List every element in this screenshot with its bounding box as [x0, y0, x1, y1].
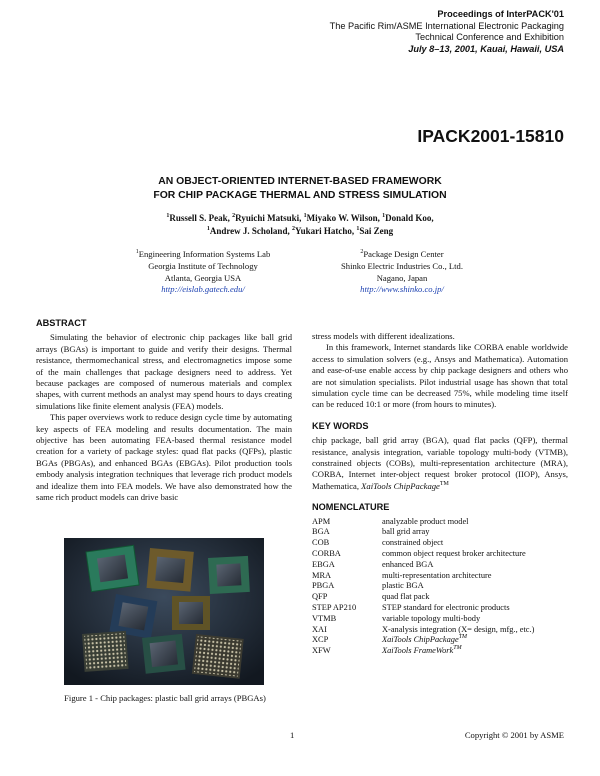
affiliation-url-link[interactable]: http://www.shinko.co.jp/	[360, 284, 444, 295]
author-name: Ryuichi Matsuki	[235, 213, 300, 223]
keywords-heading: KEY WORDS	[312, 420, 369, 431]
abstract-paragraph-2: This paper overviews work to reduce design cycle time by automating key aspects of FEA modeling and results documentation. The main objective has been automating FEA-based thermal resistance model creation for a variety of package styles: quad flat packs (QFPs), plastic BGAs (PBGAs), and enhanced BGAs (EBGAs). Pilot production tools embody analysis integration techniques that leverage rich product models and idealize them into FEA models. We have also demonstrated how the same rich product models can drive basic	[36, 412, 292, 503]
nomenclature-definition: multi-representation architecture	[382, 570, 492, 580]
conference-dates: July 8–13, 2001, Kauai, Hawaii, USA	[408, 43, 564, 54]
title-line-1: AN OBJECT-ORIENTED INTERNET-BASED FRAMEWORK	[158, 176, 442, 187]
author-mark: 1	[382, 213, 386, 219]
affiliation-location: Atlanta, Georgia USA	[164, 272, 242, 283]
affiliation-1	[98, 249, 308, 296]
page-number: 1	[290, 730, 295, 740]
proceedings-title: Proceedings of InterPACK'01	[437, 9, 564, 19]
author-name: Russell S. Peak	[169, 213, 228, 223]
chip-package-mid	[172, 596, 210, 630]
author-name: Andrew J. Scholand	[209, 226, 288, 236]
nomenclature-term: COB	[312, 538, 330, 548]
chip-package-lower	[142, 634, 186, 674]
affiliation-lab: Package Design Center	[363, 249, 444, 259]
nomenclature-term: EBGA	[312, 559, 335, 569]
right-column	[312, 331, 568, 657]
author-mark: 1	[166, 213, 170, 219]
chip-package-center	[147, 548, 194, 592]
nomenclature-table	[312, 517, 568, 657]
author-name: Yukari Hatcho	[294, 226, 352, 236]
nomenclature-term: XFW	[312, 646, 331, 656]
paper-id: IPACK2001-15810	[417, 126, 564, 146]
affiliation-mark: 1	[135, 249, 139, 256]
nomenclature-definition: variable topology multi-body	[382, 613, 481, 623]
nomenclature-row	[312, 646, 568, 657]
affiliation-lab: Engineering Information Systems Lab	[138, 249, 271, 259]
nomenclature-row	[312, 581, 568, 592]
nomenclature-row	[312, 592, 568, 603]
author-name: Sai Zeng	[359, 226, 394, 236]
author-mark: 1	[206, 226, 210, 232]
affiliation-org: Shinko Electric Industries Co., Ltd.	[341, 260, 463, 271]
nomenclature-row	[312, 614, 568, 625]
abstract-paragraph-2-continued: stress models with different idealizations.	[312, 331, 455, 341]
title-line-2: FOR CHIP PACKAGE THERMAL AND STRESS SIMULATION	[153, 190, 447, 201]
nomenclature-definition	[382, 635, 568, 646]
author-mark: 2	[232, 213, 236, 219]
abstract-paragraph-3: In this framework, Internet standards like CORBA enable worldwide access to simulation solvers (e.g., Ansys and Mathematica). Automation and ease-of-use enable access by chip package designers and others who are not simulation specialists. Pilot industrial usage has shown that total simulation cycle time can be decreased 75%, while modeling time itself can be reduced 10:1 or more (from hours to minutes).	[312, 342, 568, 410]
nomenclature-definition: X-analysis integration (X= design, mfg., etc.)	[382, 624, 535, 634]
nomenclature-term: MRA	[312, 570, 332, 580]
nomenclature-term: XAI	[312, 624, 327, 634]
nomenclature-term: QFP	[312, 592, 328, 602]
nomenclature-definition: analyzable product model	[382, 516, 469, 526]
nomenclature-term: VTMB	[312, 613, 337, 623]
nomenclature-row	[312, 527, 568, 538]
nomenclature-row	[312, 538, 568, 549]
nomenclature-definition: enhanced BGA	[382, 559, 434, 569]
affiliation-mark: 2	[360, 249, 364, 256]
keywords-product: XaiTools ChipPackage	[361, 480, 440, 491]
nomenclature-row	[312, 560, 568, 571]
trademark-mark: TM	[439, 481, 449, 488]
nomenclature-term: CORBA	[312, 549, 341, 559]
nomenclature-definition: plastic BGA	[382, 581, 424, 591]
author-mark: 1	[356, 226, 360, 232]
nomenclature-definition-text: XaiTools FrameWork	[382, 646, 454, 656]
nomenclature-definition: common object request broker architecture	[382, 549, 526, 559]
nomenclature-definition: quad flat pack	[382, 592, 430, 602]
affiliation-2	[297, 249, 507, 296]
nomenclature-definition: STEP standard for electronic products	[382, 603, 510, 613]
proceedings-header	[234, 9, 564, 55]
conference-name-line1: The Pacific Rim/ASME International Electronic Packaging	[329, 20, 564, 31]
trademark-mark: TM	[458, 634, 468, 641]
affiliation-url-link[interactable]: http://eislab.gatech.edu/	[161, 284, 245, 295]
chip-package-ball-grid-2	[192, 634, 244, 679]
trademark-mark: TM	[453, 645, 462, 652]
nomenclature-row	[312, 517, 568, 528]
author-name: Miyako W. Wilson	[306, 213, 378, 223]
left-column	[36, 318, 292, 504]
figure-caption: Figure 1 - Chip packages: plastic ball grid arrays (PBGAs)	[64, 693, 266, 703]
author-mark: 1	[303, 213, 307, 219]
paper-title	[60, 175, 540, 203]
nomenclature-heading: NOMENCLATURE	[312, 502, 390, 513]
abstract-paragraph-1: Simulating the behavior of electronic chip packages like ball grid arrays (BGAs) is important to guide and verify their designs. Thermal resistance, thermomechanical stress, and electromagnetics impose some of the main challenges that package designers need to address. Yet because packages are composed of numerous materials and complex shapes, with current methods an analyst may spend hours to days creating simulations like finite element analysis (FEA) models.	[36, 332, 292, 411]
nomenclature-term: STEP AP210	[312, 603, 357, 613]
author-mark: 2	[291, 226, 295, 232]
affiliation-org: Georgia Institute of Technology	[148, 260, 258, 271]
chip-packages-photo	[64, 538, 264, 685]
author-name: Donald Koo	[385, 213, 432, 223]
nomenclature-definition: constrained object	[382, 538, 444, 548]
nomenclature-term: APM	[312, 516, 331, 526]
nomenclature-definition: ball grid array	[382, 527, 430, 537]
keywords-text	[312, 435, 568, 492]
nomenclature-row	[312, 549, 568, 560]
nomenclature-row	[312, 603, 568, 614]
affiliation-location: Nagano, Japan	[376, 272, 428, 283]
author-list: $^1$Russell S. Peak, $^2$Ryuichi Matsuki, $^1$Miyako W. Wilson, $^1$Donald Koo, $^1$Andrew J. Scholand, $^2$Yukari Hatcho, $^1$Sai Zeng	[166, 213, 434, 236]
nomenclature-definition-text: XaiTools ChipPackage	[382, 635, 459, 645]
nomenclature-term: BGA	[312, 527, 330, 537]
nomenclature-row	[312, 635, 568, 646]
copyright-notice: Copyright © 2001 by ASME	[464, 730, 564, 740]
nomenclature-definition	[382, 646, 568, 657]
nomenclature-term: PBGA	[312, 581, 335, 591]
nomenclature-row	[312, 571, 568, 582]
keywords-list: chip package, ball grid array (BGA), quad flat packs (QFP), thermal resistance, analysis integration, variable topology multi-body (VTMB), constrained objects (COBs), multi-representation architecture (MRA), CORBA, Internet inter-object request broker protocol (IIOP), Ansys, Mathematica,	[312, 435, 568, 491]
chip-package-right	[208, 556, 250, 594]
conference-name-line2: Technical Conference and Exhibition	[415, 32, 564, 43]
abstract-heading: ABSTRACT	[36, 318, 87, 328]
chip-package-ball-grid	[82, 631, 129, 672]
nomenclature-term: XCP	[312, 635, 329, 645]
nomenclature-row	[312, 625, 568, 636]
chip-package-large	[86, 545, 139, 591]
